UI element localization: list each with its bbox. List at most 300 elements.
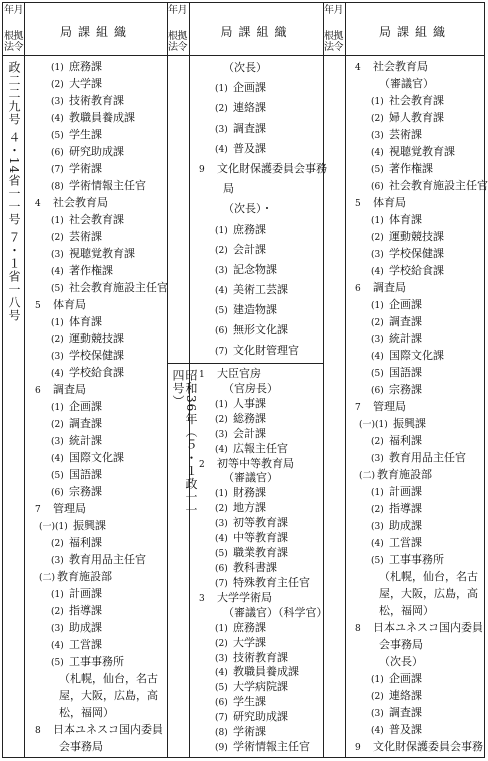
item-label: 総務課	[233, 411, 266, 425]
list-item	[349, 92, 484, 109]
item-label: 工事事務所	[389, 553, 444, 566]
item-number: 7	[355, 403, 361, 413]
list-item	[193, 621, 322, 636]
item-label: 調査課	[69, 417, 102, 430]
list-item	[349, 109, 484, 126]
item-label: 普及課	[389, 723, 422, 736]
item-label: 教育用品主任官	[389, 451, 466, 464]
list-item	[193, 382, 322, 397]
list-item	[29, 313, 166, 330]
item-label: 大学課	[69, 77, 102, 90]
list-item	[193, 591, 322, 606]
item-label: （審議官）	[379, 77, 434, 90]
item-label: 福利課	[389, 434, 422, 447]
item-label: 学生課	[69, 128, 102, 141]
list-item	[349, 619, 484, 636]
item-number: (4)	[215, 286, 228, 297]
item-label: 松，福岡）	[59, 706, 114, 719]
list-item	[349, 653, 484, 670]
list-item	[349, 58, 484, 75]
list-item	[349, 262, 484, 279]
list-item	[193, 695, 322, 710]
item-number: (5)	[51, 658, 64, 668]
item-label: 美術工芸課	[233, 283, 288, 297]
divider	[167, 3, 168, 757]
list-item	[193, 58, 322, 78]
list-item	[29, 330, 166, 347]
list-item	[29, 245, 166, 262]
item-label: （審議官）	[223, 471, 278, 485]
item-number: (一)(1)	[359, 420, 388, 430]
item-number: (7)	[51, 165, 64, 175]
item-number: 8	[355, 624, 361, 634]
item-label: （札幌，仙台，名古	[379, 570, 478, 583]
item-label: 社会教育施設主任官	[69, 281, 168, 294]
item-number: (4)	[371, 726, 384, 736]
item-number: (8)	[51, 182, 64, 192]
list-item	[349, 143, 484, 160]
list-item	[349, 449, 484, 466]
list-item	[29, 109, 166, 126]
list-item	[193, 516, 322, 531]
item-number: (4)	[215, 534, 228, 545]
item-label: 教育施設部	[377, 468, 432, 481]
list-item	[193, 320, 322, 340]
item-label: 大学病院課	[233, 680, 288, 694]
header-divider	[3, 55, 484, 56]
header-title: 局課組織	[378, 25, 451, 39]
item-number: (一)(1)	[39, 522, 68, 532]
item-number: (4)	[371, 267, 384, 277]
item-label: （官房長）	[223, 381, 278, 395]
list-item	[193, 501, 322, 516]
list-item	[349, 721, 484, 738]
item-label: 屋，大阪，広島，高	[379, 587, 478, 600]
list-item	[349, 194, 484, 211]
item-label: 建造物課	[233, 303, 277, 317]
item-label: 企画課	[389, 672, 422, 685]
item-label: 広報主任官	[233, 441, 288, 455]
item-label: （札幌，仙台，名古	[59, 672, 158, 685]
list-item	[193, 740, 322, 755]
item-number: 9	[199, 164, 205, 175]
list-item	[29, 126, 166, 143]
list-item	[349, 415, 484, 432]
list-item	[193, 471, 322, 486]
item-label: 運動競技課	[69, 332, 124, 345]
item-number: (1)	[371, 488, 384, 498]
item-number: (3)	[51, 97, 64, 107]
item-number: (5)	[215, 306, 228, 317]
item-number: (3)	[51, 624, 64, 634]
item-label: 研究助成課	[233, 710, 288, 724]
item-label: 社会教育課	[69, 213, 124, 226]
list-item	[29, 364, 166, 381]
item-number: (7)	[215, 713, 228, 724]
list-item	[349, 602, 484, 619]
item-number: (5)	[215, 683, 228, 694]
item-number: (1)	[371, 301, 384, 311]
list-item	[193, 98, 322, 118]
item-label: 学校給食課	[389, 264, 444, 277]
law-label: 根拠法令	[324, 31, 343, 53]
item-label: 調査課	[389, 315, 422, 328]
list-item	[29, 432, 166, 449]
list-item	[29, 228, 166, 245]
era-divider	[167, 363, 323, 364]
item-number: (4)	[215, 144, 228, 155]
list-item	[349, 398, 484, 415]
item-number: (1)	[371, 675, 384, 685]
list-item	[193, 486, 322, 501]
item-number: (5)	[371, 369, 384, 379]
item-label: 中等教育課	[233, 531, 288, 545]
item-number: (3)	[371, 522, 384, 532]
item-label: 調査局	[53, 383, 86, 396]
item-label: 芸術課	[389, 128, 422, 141]
list-item	[193, 576, 322, 591]
column-2-bottom-list	[193, 367, 328, 755]
item-number: (2)	[371, 318, 384, 328]
item-label: 教育施設部	[57, 570, 112, 583]
list-item	[349, 517, 484, 534]
divider	[323, 3, 324, 757]
item-label: 連絡課	[233, 101, 266, 115]
list-item	[349, 432, 484, 449]
item-number: (1)	[215, 399, 228, 410]
item-number: (6)	[51, 148, 64, 158]
item-label: 財務課	[233, 486, 266, 500]
item-number: (2)	[51, 539, 64, 549]
list-item	[193, 636, 322, 651]
item-label: 大学課	[233, 635, 266, 649]
item-label: 統計課	[389, 332, 422, 345]
item-number: (1)	[215, 489, 228, 500]
item-number: (2)	[51, 335, 64, 345]
list-item	[29, 619, 166, 636]
item-label: （次長）・	[223, 202, 273, 216]
item-number: (4)	[371, 539, 384, 549]
list-item	[193, 457, 322, 472]
item-number: (1)	[51, 590, 64, 600]
list-item	[193, 179, 322, 199]
list-item	[29, 58, 166, 75]
list-item	[349, 636, 484, 653]
law-label: 根拠法令	[168, 31, 187, 53]
divider	[345, 3, 346, 757]
item-label: 企画課	[69, 400, 102, 413]
item-number: (3)	[51, 556, 64, 566]
item-label: 社会教育課	[389, 94, 444, 107]
item-label: 企画課	[233, 81, 266, 95]
item-number: (3)	[215, 265, 228, 276]
item-label: 教職員養成課	[69, 111, 135, 124]
item-number: (5)	[215, 549, 228, 560]
item-label: 工営課	[69, 638, 102, 651]
list-item	[193, 665, 322, 680]
item-number: (2)	[371, 437, 384, 447]
item-number: (二)	[39, 573, 56, 583]
item-label: 特殊教育主任官	[233, 575, 310, 589]
item-number: (4)	[215, 444, 228, 455]
item-number: (3)	[51, 250, 64, 260]
item-number: (2)	[51, 80, 64, 90]
list-item	[349, 211, 484, 228]
list-item	[29, 568, 166, 585]
list-item	[29, 483, 166, 500]
item-number: (2)	[215, 104, 228, 115]
item-number: (2)	[371, 114, 384, 124]
item-number: (3)	[371, 454, 384, 464]
item-number: 7	[35, 505, 41, 515]
list-item	[193, 260, 322, 280]
item-number: (4)	[51, 267, 64, 277]
list-item	[193, 139, 322, 159]
list-item	[193, 220, 322, 240]
item-number: (6)	[215, 563, 228, 574]
item-label: 松，福岡）	[379, 604, 434, 617]
list-item	[29, 194, 166, 211]
item-label: 技術教育課	[69, 94, 124, 107]
year-label: 年月	[4, 5, 23, 16]
list-item	[29, 704, 166, 721]
item-number: (5)	[371, 165, 384, 175]
list-item	[29, 160, 166, 177]
list-item	[193, 427, 322, 442]
list-item	[349, 483, 484, 500]
list-item	[193, 199, 322, 219]
list-item	[29, 670, 166, 687]
item-label: 研究助成課	[69, 145, 124, 158]
header-title: 局課組織	[220, 25, 293, 39]
law-label: 根拠法令	[4, 31, 23, 53]
list-item	[29, 466, 166, 483]
list-item	[193, 651, 322, 666]
list-item	[29, 75, 166, 92]
list-item	[29, 262, 166, 279]
item-number: (1)	[51, 216, 64, 226]
item-label: 初等中等教育局	[217, 456, 294, 470]
item-label: 運動競技課	[389, 230, 444, 243]
item-number: (2)	[51, 420, 64, 430]
item-label: 工事事務所	[69, 655, 124, 668]
item-label: 統計課	[69, 434, 102, 447]
item-number: (2)	[215, 504, 228, 515]
column-1-list	[29, 58, 166, 755]
item-number: (6)	[371, 182, 384, 192]
list-item	[193, 710, 322, 725]
list-item	[349, 585, 484, 602]
list-item	[349, 500, 484, 517]
item-number: 8	[35, 726, 41, 736]
list-item	[193, 367, 322, 382]
item-label: 連絡課	[389, 689, 422, 702]
item-label: 管理局	[373, 400, 406, 413]
list-item	[29, 347, 166, 364]
item-label: 日本ユネスコ国内委員	[373, 621, 483, 634]
item-label: 庶務課	[69, 60, 102, 73]
item-number: (1)	[371, 97, 384, 107]
item-label: 学術情報主任官	[233, 740, 310, 754]
item-number: (3)	[371, 250, 384, 260]
item-label: 国語課	[69, 468, 102, 481]
item-number: (5)	[51, 131, 64, 141]
item-number: 3	[199, 593, 205, 604]
item-label: 調査課	[389, 706, 422, 719]
list-item	[29, 143, 166, 160]
item-number: (3)	[215, 519, 228, 530]
list-item	[193, 397, 322, 412]
item-number: (6)	[371, 386, 384, 396]
item-label: 日本ユネスコ国内委員	[53, 723, 163, 736]
item-number: (1)	[371, 216, 384, 226]
item-number: (2)	[371, 692, 384, 702]
list-item	[193, 159, 327, 179]
list-item	[29, 738, 166, 755]
list-item	[193, 546, 322, 561]
list-item	[193, 725, 322, 740]
header-title: 局課組織	[59, 25, 132, 39]
item-number: (2)	[51, 233, 64, 243]
item-number: 5	[355, 199, 361, 209]
item-label: 体育課	[69, 315, 102, 328]
list-item	[193, 442, 322, 457]
item-number: (1)	[215, 225, 228, 236]
item-number: (2)	[51, 607, 64, 617]
list-item	[193, 300, 322, 320]
list-item	[29, 449, 166, 466]
list-item	[349, 738, 484, 755]
item-number: (4)	[51, 641, 64, 651]
list-item	[29, 279, 166, 296]
item-number: (1)	[215, 84, 228, 95]
item-label: 会事務局	[59, 740, 103, 753]
item-label: 計画課	[389, 485, 422, 498]
list-item	[29, 517, 166, 534]
list-item	[349, 75, 484, 92]
item-label: 社会教育局	[53, 196, 108, 209]
year-label: 年月	[168, 5, 187, 16]
item-number: 9	[355, 743, 361, 753]
item-label: 教科書課	[233, 560, 277, 574]
item-number: (1)	[51, 318, 64, 328]
list-item	[349, 670, 484, 687]
item-number: 5	[35, 301, 41, 311]
item-label: 庶務課	[233, 620, 266, 634]
list-item	[349, 466, 484, 483]
item-label: 文化財保護委員会事務	[217, 161, 327, 175]
list-item	[29, 687, 166, 704]
item-number: 4	[35, 199, 41, 209]
year-label: 年月	[324, 5, 343, 16]
item-label: 技術教育課	[233, 650, 288, 664]
item-label: 大臣官房	[217, 367, 261, 380]
item-label: 助成課	[69, 621, 102, 634]
item-number: (8)	[215, 728, 228, 739]
item-label: 振興課	[73, 519, 106, 532]
item-number: (9)	[215, 743, 228, 754]
item-label: 学校保健課	[389, 247, 444, 260]
item-label: 振興課	[393, 417, 426, 430]
list-item	[349, 568, 484, 585]
list-item	[193, 78, 322, 98]
item-number: 6	[355, 284, 361, 294]
item-label: 会事務局	[379, 638, 423, 651]
list-item	[193, 412, 322, 427]
item-label: 指導課	[69, 604, 102, 617]
item-label: 職業教育課	[233, 546, 288, 560]
item-label: 局	[223, 182, 234, 196]
item-number: 2	[199, 459, 205, 470]
list-item	[193, 680, 322, 695]
item-number: 1	[199, 370, 205, 380]
item-label: 学生課	[233, 695, 266, 709]
list-item	[29, 415, 166, 432]
item-label: 学術課	[233, 725, 266, 739]
list-item	[349, 347, 484, 364]
item-number: (3)	[371, 131, 384, 141]
item-label: 管理局	[53, 502, 86, 515]
item-label: 初等教育課	[233, 516, 288, 530]
list-item	[29, 551, 166, 568]
list-item	[193, 240, 322, 260]
list-item	[349, 296, 484, 313]
organization-table	[2, 2, 488, 758]
item-label: 視聴覚教育課	[69, 247, 135, 260]
item-number: (3)	[215, 429, 228, 440]
item-label: 屋，大阪，広島，高	[59, 689, 158, 702]
column-3-list	[349, 58, 488, 755]
item-number: (6)	[215, 698, 228, 709]
list-item	[349, 228, 484, 245]
item-label: 国際文化課	[69, 451, 124, 464]
item-label: 体育課	[389, 213, 422, 226]
item-label: 教職員養成課	[233, 665, 299, 679]
item-number: (1)	[51, 403, 64, 413]
item-label: 学校保健課	[69, 349, 124, 362]
list-item	[193, 280, 322, 300]
item-label: 会計課	[233, 426, 266, 440]
list-item	[193, 341, 322, 361]
item-label: 国際文化課	[389, 349, 444, 362]
list-item	[349, 177, 488, 194]
item-label: 調査課	[233, 121, 266, 135]
item-number: (二)	[359, 471, 376, 481]
item-label: 著作権課	[389, 162, 433, 175]
list-item	[349, 551, 484, 568]
item-number: (3)	[371, 335, 384, 345]
item-number: (4)	[51, 454, 64, 464]
item-label: 普及課	[233, 141, 266, 155]
item-label: 人事課	[233, 396, 266, 410]
item-number: (4)	[371, 148, 384, 158]
list-item	[349, 704, 484, 721]
item-label: （次長）	[223, 61, 267, 74]
item-label: 著作権課	[69, 264, 113, 277]
item-label: 体育局	[53, 298, 86, 311]
item-label: 教育用品主任官	[69, 553, 146, 566]
item-number: (3)	[371, 709, 384, 719]
item-label: 社会教育局	[373, 60, 428, 73]
list-item	[193, 531, 322, 546]
list-item	[29, 585, 166, 602]
list-item	[349, 245, 484, 262]
list-item	[349, 160, 484, 177]
list-item	[29, 602, 166, 619]
item-label: 文化財管理官	[233, 343, 299, 357]
item-label: （次長）	[379, 655, 423, 668]
item-label: 宗務課	[69, 485, 102, 498]
